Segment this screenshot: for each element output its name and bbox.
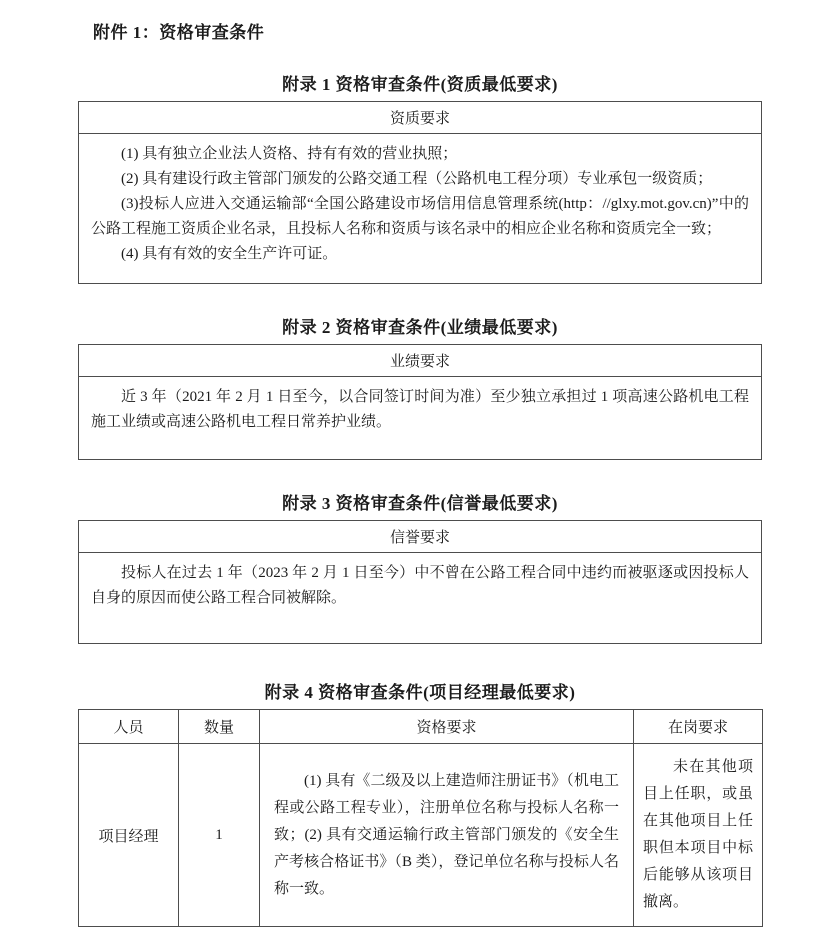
section-1-heading: 附录 1 资格审查条件(资质最低要求) xyxy=(282,75,558,94)
table-header-row xyxy=(79,710,763,744)
on-duty-cell xyxy=(634,744,763,927)
person-cell: 项目经理 xyxy=(79,744,179,927)
performance-table-body xyxy=(79,377,762,460)
table-header-row xyxy=(79,521,762,553)
table-header-row xyxy=(79,345,762,377)
qualification-cell xyxy=(260,744,634,927)
column-header-quantity: 数量 xyxy=(179,710,260,744)
on-duty-text: 未在其他项目上任职，或虽在其他项目上任职但本项目中标后能够从该项目撤离。 xyxy=(643,759,753,910)
credit-requirements-table xyxy=(78,520,762,644)
requirement-paragraph: (4) 具有有效的安全生产许可证。 xyxy=(121,246,338,262)
document-title: 附件 1：资格审查条件 xyxy=(93,23,265,42)
section-2-heading: 附录 2 资格审查条件(业绩最低要求) xyxy=(282,318,558,337)
table-body-row xyxy=(79,377,762,460)
quantity-cell: 1 xyxy=(179,744,260,927)
table-body-row xyxy=(79,553,762,644)
performance-table-header: 业绩要求 xyxy=(79,345,762,377)
requirement-paragraph: 投标人在过去 1 年（2023 年 2 月 1 日至今）中不曾在公路工程合同中违约而被驱逐或因投标人自身的原因而使公路工程合同被解除。 xyxy=(91,565,749,606)
requirement-paragraph: 近 3 年（2021 年 2 月 1 日至今，以合同签订时间为准）至少独立承担过 1 项高速公路机电工程施工业绩或高速公路机电工程日常养护业绩。 xyxy=(91,389,749,430)
requirement-paragraph: (3)投标人应进入交通运输部“全国公路建设市场信用信息管理系统(http：//glxy.mot.gov.cn)”中的公路工程施工资质企业名录，且投标人名称和资质与该名录中的相应企业名称和资质完全一致； xyxy=(91,196,749,237)
section-3-heading: 附录 3 资格审查条件(信誉最低要求) xyxy=(282,494,558,513)
credit-table-body xyxy=(79,553,762,644)
project-manager-requirements-table xyxy=(78,709,763,927)
qualification-requirements-table xyxy=(78,101,762,284)
performance-requirements-table xyxy=(78,344,762,460)
table-row xyxy=(79,744,763,927)
section-4-heading: 附录 4 资格审查条件(项目经理最低要求) xyxy=(264,683,576,702)
qualification-table-header: 资质要求 xyxy=(79,102,762,134)
qualification-text: (1) 具有《二级及以上建造师注册证书》（机电工程或公路工程专业），注册单位名称与投标人名称一致；(2) 具有交通运输行政主管部门颁发的《安全生产考核合格证书》（B 类），登记单位名称与投标人名称一致。 xyxy=(274,772,619,897)
column-header-on-duty: 在岗要求 xyxy=(634,710,763,744)
column-header-qualification: 资格要求 xyxy=(260,710,634,744)
credit-table-header: 信誉要求 xyxy=(79,521,762,553)
requirement-paragraph: (1) 具有独立企业法人资格、持有有效的营业执照； xyxy=(121,146,458,162)
qualification-table-body xyxy=(79,134,762,284)
table-body-row xyxy=(79,134,762,284)
column-header-person: 人员 xyxy=(79,710,179,744)
table-header-row xyxy=(79,102,762,134)
requirement-paragraph: (2) 具有建设行政主管部门颁发的公路交通工程（公路机电工程分项）专业承包一级资质； xyxy=(121,171,713,187)
